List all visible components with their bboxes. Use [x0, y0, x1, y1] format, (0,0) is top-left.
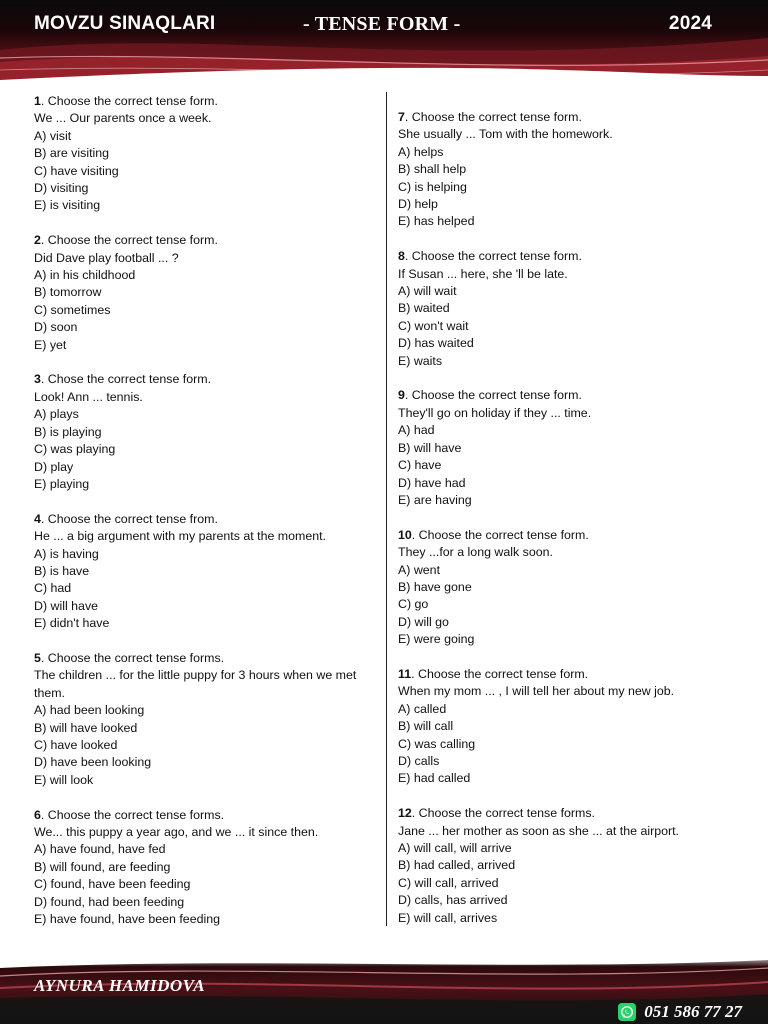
question-instruction [34, 511, 384, 528]
answer-option: A) had been looking [34, 703, 145, 718]
answer-option: D) soon [34, 320, 78, 335]
answer-option: A) had [398, 423, 435, 438]
answer-option: D) has waited [398, 336, 474, 351]
question-text: They'll go on holiday if they ... time. [398, 405, 592, 420]
question-instruction [398, 805, 748, 822]
answer-option: A) is having [34, 546, 99, 561]
answer-option: D) calls [398, 753, 440, 768]
phone-number: 051 586 77 27 [644, 1002, 742, 1021]
answer-option: B) is have [34, 563, 90, 578]
answer-option: E) have found, have been feeding [34, 912, 221, 927]
question-instruction [398, 248, 748, 265]
answer-option: D) will have [34, 598, 99, 613]
answer-option: B) shall help [398, 162, 467, 177]
answer-option: E) has helped [398, 214, 475, 229]
question-block [398, 666, 748, 788]
question-instruction-text: . Choose the correct tense form. [404, 249, 582, 264]
answer-option: E) are having [398, 492, 472, 507]
question-block [398, 248, 748, 370]
question-number: 2 [34, 233, 41, 248]
answer-option: D) visiting [34, 181, 89, 196]
answer-option: A) have found, have fed [34, 842, 166, 857]
question-number: 5 [34, 650, 41, 665]
question-instruction [398, 527, 748, 544]
answer-option: A) plays [34, 407, 79, 422]
question-text: Look! Ann ... tennis. [34, 389, 143, 404]
left-question-column [34, 93, 384, 946]
question-instruction-text: . Choose the correct tense form. [411, 666, 589, 681]
question-block [398, 527, 748, 649]
page-header [0, 0, 768, 84]
right-question-column [398, 109, 748, 944]
question-instruction [34, 650, 384, 667]
question-number: 7 [398, 110, 405, 124]
answer-option: D) have had [398, 475, 466, 490]
question-number: 10 [398, 527, 412, 542]
answer-option: C) sometimes [34, 302, 111, 317]
answer-option: C) is helping [398, 179, 467, 194]
answer-option: B) will have [398, 440, 462, 455]
question-instruction-text: . Choose the correct tense form. [404, 388, 582, 403]
question-text: She usually ... Tom with the homework. [398, 127, 613, 142]
answer-option: C) will call, arrived [398, 875, 499, 890]
answer-option: D) will go [398, 614, 449, 629]
answer-option: A) in his childhood [34, 268, 136, 283]
question-text: He ... a big argument with my parents at the moment. [34, 529, 327, 544]
page-footer [0, 954, 768, 1024]
question-number: 11 [398, 666, 412, 681]
question-instruction-text: . Choose the correct tense form. [411, 527, 589, 542]
question-block [34, 232, 384, 354]
question-block [398, 109, 748, 231]
question-number: 6 [34, 807, 41, 822]
question-instruction-text: . Choose the correct tense form. [40, 233, 218, 248]
answer-option: C) was calling [398, 736, 476, 751]
question-instruction [398, 109, 748, 126]
question-block [34, 807, 384, 929]
question-block [34, 511, 384, 633]
answer-option: C) have visiting [34, 163, 119, 178]
answer-option: B) waited [398, 301, 450, 316]
answer-option: B) are visiting [34, 146, 110, 161]
answer-option: C) found, have been feeding [34, 877, 191, 892]
answer-option: E) were going [398, 632, 475, 647]
question-instruction [398, 387, 748, 404]
question-number: 12 [398, 806, 412, 821]
question-number: 9 [398, 388, 405, 403]
answer-option: C) won't wait [398, 318, 469, 333]
answer-option: E) waits [398, 353, 443, 368]
question-instruction [34, 807, 384, 824]
question-block [34, 93, 384, 215]
answer-option: C) had [34, 581, 72, 596]
whatsapp-icon [618, 1003, 636, 1021]
answer-option: A) went [398, 562, 441, 577]
answer-option: A) called [398, 701, 447, 716]
question-number: 1 [34, 94, 41, 108]
answer-option: B) is playing [34, 424, 102, 439]
answer-option: E) didn't have [34, 616, 110, 631]
question-instruction-text: . Choose the correct tense forms. [411, 806, 595, 821]
answer-option: D) play [34, 459, 74, 474]
answer-option: B) had called, arrived [398, 858, 516, 873]
answer-option: E) playing [34, 476, 90, 491]
answer-option: B) tomorrow [34, 285, 102, 300]
answer-option: D) have been looking [34, 755, 152, 770]
answer-option: E) is visiting [34, 198, 101, 213]
answer-option: E) had called [398, 771, 471, 786]
answer-option: A) helps [398, 144, 444, 159]
question-text: We ... Our parents once a week. [34, 111, 212, 126]
answer-option: B) have gone [398, 579, 472, 594]
question-instruction-text: . Choose the correct tense form. [40, 94, 218, 108]
header-center-title: - TENSE FORM - [303, 13, 461, 35]
answer-option: C) go [398, 597, 429, 612]
question-block [398, 805, 748, 927]
question-text: If Susan ... here, she 'll be late. [398, 266, 568, 281]
question-block [398, 387, 748, 509]
answer-option: E) yet [34, 337, 67, 352]
answer-option: B) will found, are feeding [34, 859, 171, 874]
question-text: Did Dave play football ... ? [34, 250, 179, 265]
answer-option: A) will call, will arrive [398, 840, 512, 855]
answer-option: B) will have looked [34, 720, 138, 735]
author-name: AYNURA HAMIDOVA [34, 976, 206, 995]
question-text: We... this puppy a year ago, and we ... it since then. [34, 824, 319, 839]
question-instruction-text: . Chose the correct tense form. [40, 372, 212, 387]
header-left-title: MOVZU SINAQLARI [34, 13, 216, 34]
answer-option: E) will look [34, 772, 94, 787]
answer-option: D) calls, has arrived [398, 893, 508, 908]
question-instruction [34, 232, 384, 249]
question-instruction-text: . Choose the correct tense forms. [40, 650, 225, 665]
question-instruction [398, 666, 748, 683]
answer-option: A) visit [34, 128, 72, 143]
answer-option: D) help [398, 197, 438, 212]
question-instruction-text: . Choose the correct tense from. [40, 511, 218, 526]
question-text: Jane ... her mother as soon as she ... at the airport. [398, 823, 680, 838]
question-text: They ...for a long walk soon. [398, 545, 553, 560]
answer-option: A) will wait [398, 284, 457, 299]
question-instruction [34, 93, 384, 110]
answer-option: D) found, had been feeding [34, 894, 185, 909]
column-divider [386, 92, 387, 926]
question-text: The children ... for the little puppy for 3 hours when we met them. [34, 668, 357, 700]
question-block [34, 650, 384, 789]
header-year: 2024 [668, 13, 712, 34]
question-number: 3 [34, 372, 41, 387]
phone-contact [618, 1002, 742, 1022]
answer-option: C) was playing [34, 442, 116, 457]
question-number: 8 [398, 249, 405, 264]
question-number: 4 [34, 511, 41, 526]
question-instruction-text: . Choose the correct tense form. [404, 110, 582, 124]
answer-option: B) will call [398, 719, 454, 734]
answer-option: C) have [398, 458, 442, 473]
question-text: When my mom ... , I will tell her about my new job. [398, 684, 675, 699]
answer-option: E) will call, arrives [398, 910, 498, 925]
question-block [34, 371, 384, 493]
question-instruction [34, 371, 384, 388]
question-instruction-text: . Choose the correct tense forms. [40, 807, 225, 822]
answer-option: C) have looked [34, 737, 118, 752]
